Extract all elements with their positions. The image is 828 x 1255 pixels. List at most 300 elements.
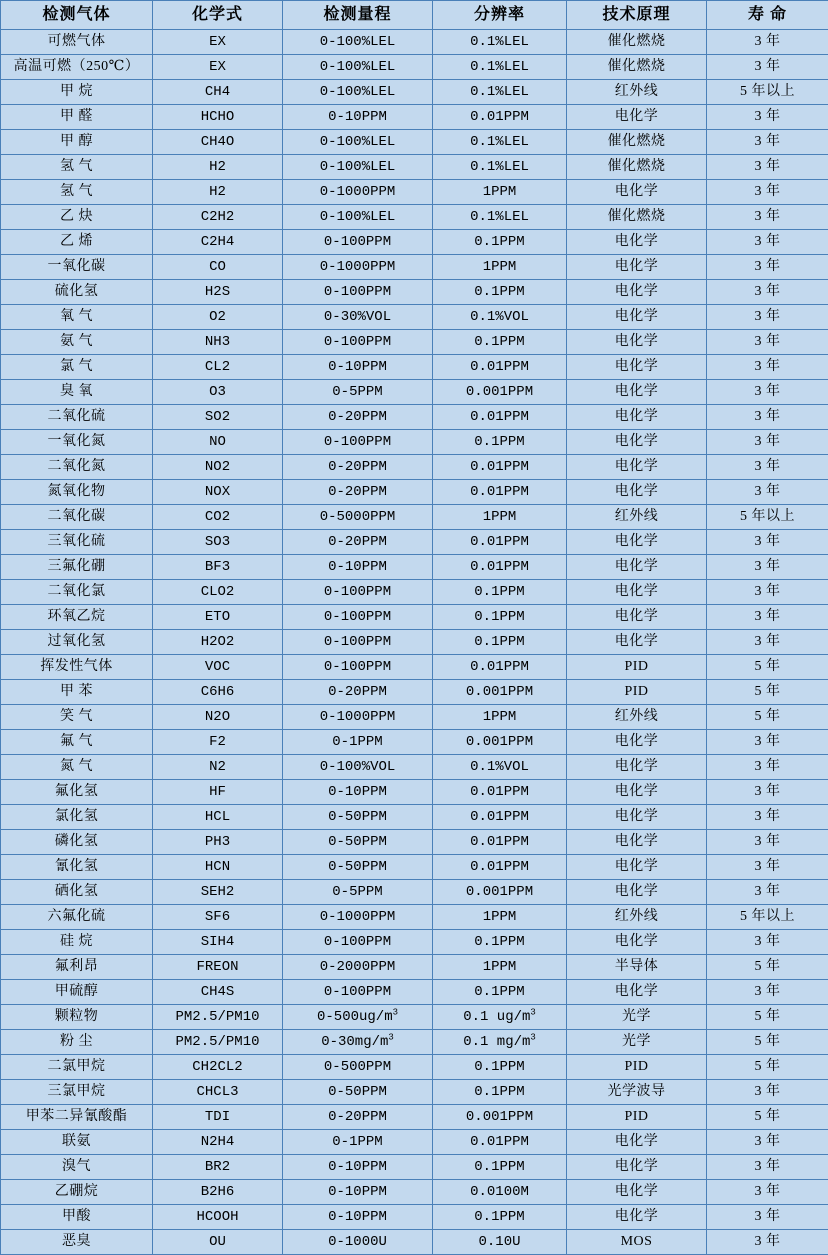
cell-detection-range: 0-10PPM — [283, 780, 433, 805]
cell-detection-range: $0-30mg/m^3$ — [283, 1030, 433, 1055]
cell-chemical-formula: SF6 — [153, 905, 283, 930]
cell-chemical-formula: HF — [153, 780, 283, 805]
cell-gas-name: 甲酸 — [1, 1205, 153, 1230]
cell-resolution: 0.01PPM — [433, 530, 567, 555]
cell-chemical-formula: C6H6 — [153, 680, 283, 705]
cell-resolution: 0.1PPM — [433, 1155, 567, 1180]
table-row — [1, 955, 828, 980]
cell-gas-name: 三氯甲烷 — [1, 1080, 153, 1105]
cell-detection-range: 0-10PPM — [283, 1205, 433, 1230]
table-row — [1, 1005, 828, 1030]
table-row — [1, 805, 828, 830]
cell-gas-name: 甲 醇 — [1, 130, 153, 155]
cell-gas-name: 氯 气 — [1, 355, 153, 380]
cell-technology: PID — [567, 680, 707, 705]
table-row — [1, 480, 828, 505]
cell-technology: 电化学 — [567, 280, 707, 305]
cell-technology: 电化学 — [567, 380, 707, 405]
cell-chemical-formula: NO — [153, 430, 283, 455]
cell-gas-name: 环氧乙烷 — [1, 605, 153, 630]
cell-resolution: 1PPM — [433, 955, 567, 980]
cell-lifespan: 3 年 — [707, 1205, 828, 1230]
cell-gas-name: 甲 醛 — [1, 105, 153, 130]
cell-detection-range: 0-10PPM — [283, 555, 433, 580]
cell-chemical-formula: HCN — [153, 855, 283, 880]
table-row — [1, 430, 828, 455]
cell-technology: 电化学 — [567, 555, 707, 580]
table-row — [1, 280, 828, 305]
cell-gas-name: 二氧化氮 — [1, 455, 153, 480]
cell-resolution: 0.1%LEL — [433, 205, 567, 230]
cell-chemical-formula: EX — [153, 30, 283, 55]
cell-resolution: 1PPM — [433, 505, 567, 530]
cell-technology: 电化学 — [567, 1205, 707, 1230]
cell-chemical-formula: HCHO — [153, 105, 283, 130]
cell-resolution: 0.1PPM — [433, 630, 567, 655]
cell-lifespan: 3 年 — [707, 630, 828, 655]
cell-resolution: 0.1 $mg/m^3$ — [433, 1030, 567, 1055]
cell-gas-name: 三氧化硫 — [1, 530, 153, 555]
cell-detection-range: 0-100%LEL — [283, 155, 433, 180]
cell-detection-range: 0-100PPM — [283, 980, 433, 1005]
cell-resolution: 0.1PPM — [433, 1205, 567, 1230]
cell-gas-name: 粉 尘 — [1, 1030, 153, 1055]
cell-gas-name: 二氯甲烷 — [1, 1055, 153, 1080]
cell-gas-name: 氰化氢 — [1, 855, 153, 880]
cell-lifespan: 3 年 — [707, 880, 828, 905]
cell-resolution: 0.1 $ug/m^3$ — [433, 1005, 567, 1030]
cell-detection-range: 0-100PPM — [283, 630, 433, 655]
cell-chemical-formula: CH4 — [153, 80, 283, 105]
cell-resolution: 0.001PPM — [433, 1105, 567, 1130]
table-row — [1, 230, 828, 255]
cell-detection-range: 0-50PPM — [283, 1080, 433, 1105]
table-row — [1, 455, 828, 480]
table-row — [1, 705, 828, 730]
table-row — [1, 30, 828, 55]
cell-chemical-formula: CHCL3 — [153, 1080, 283, 1105]
cell-chemical-formula: SO3 — [153, 530, 283, 555]
cell-lifespan: 3 年 — [707, 980, 828, 1005]
table-row — [1, 1055, 828, 1080]
cell-gas-name: 硅 烷 — [1, 930, 153, 955]
cell-resolution: 0.001PPM — [433, 380, 567, 405]
cell-detection-range: 0-5PPM — [283, 380, 433, 405]
table-header-row — [1, 1, 828, 30]
cell-technology: PID — [567, 1055, 707, 1080]
cell-technology: 电化学 — [567, 105, 707, 130]
cell-resolution: 0.01PPM — [433, 655, 567, 680]
cell-lifespan: 3 年 — [707, 755, 828, 780]
cell-lifespan: 3 年 — [707, 30, 828, 55]
cell-gas-name: 氯化氢 — [1, 805, 153, 830]
cell-detection-range: 0-100%LEL — [283, 130, 433, 155]
cell-gas-name: 氧 气 — [1, 305, 153, 330]
cell-detection-range: 0-30%VOL — [283, 305, 433, 330]
cell-lifespan: 3 年 — [707, 1130, 828, 1155]
table-row — [1, 55, 828, 80]
cell-resolution: 1PPM — [433, 905, 567, 930]
cell-resolution: 0.1PPM — [433, 280, 567, 305]
table-row — [1, 1155, 828, 1180]
cell-detection-range: 0-1PPM — [283, 1130, 433, 1155]
cell-gas-name: 乙 烯 — [1, 230, 153, 255]
cell-detection-range: 0-50PPM — [283, 805, 433, 830]
cell-gas-name: 氢 气 — [1, 155, 153, 180]
cell-technology: 光学波导 — [567, 1080, 707, 1105]
table-row — [1, 630, 828, 655]
cell-lifespan: 3 年 — [707, 405, 828, 430]
cell-lifespan: 3 年 — [707, 155, 828, 180]
cell-technology: 催化燃烧 — [567, 30, 707, 55]
cell-resolution: 0.1PPM — [433, 605, 567, 630]
cell-lifespan: 3 年 — [707, 855, 828, 880]
cell-technology: 电化学 — [567, 805, 707, 830]
cell-gas-name: 甲硫醇 — [1, 980, 153, 1005]
cell-technology: 红外线 — [567, 80, 707, 105]
cell-gas-name: 二氧化碳 — [1, 505, 153, 530]
cell-technology: 电化学 — [567, 480, 707, 505]
cell-gas-name: 氟 气 — [1, 730, 153, 755]
cell-chemical-formula: H2O2 — [153, 630, 283, 655]
cell-lifespan: 3 年 — [707, 455, 828, 480]
column-header-detection-range: 检测量程 — [283, 1, 433, 30]
cell-gas-name: 一氧化氮 — [1, 430, 153, 455]
table-row — [1, 405, 828, 430]
cell-technology: 电化学 — [567, 830, 707, 855]
cell-detection-range: 0-5000PPM — [283, 505, 433, 530]
cell-lifespan: 5 年 — [707, 655, 828, 680]
cell-gas-name: 氮 气 — [1, 755, 153, 780]
table-row — [1, 1230, 828, 1255]
cell-lifespan: 3 年 — [707, 205, 828, 230]
cell-gas-name: 挥发性气体 — [1, 655, 153, 680]
cell-chemical-formula: N2O — [153, 705, 283, 730]
table-header — [1, 1, 828, 30]
table-row — [1, 930, 828, 955]
cell-resolution: 1PPM — [433, 705, 567, 730]
cell-technology: 催化燃烧 — [567, 205, 707, 230]
cell-lifespan: 3 年 — [707, 380, 828, 405]
cell-lifespan: 3 年 — [707, 555, 828, 580]
cell-detection-range: 0-10PPM — [283, 1155, 433, 1180]
cell-resolution: 0.1%VOL — [433, 305, 567, 330]
column-header-resolution: 分辨率 — [433, 1, 567, 30]
cell-technology: 光学 — [567, 1005, 707, 1030]
cell-detection-range: 0-2000PPM — [283, 955, 433, 980]
cell-detection-range: 0-50PPM — [283, 830, 433, 855]
cell-lifespan: 5 年 — [707, 1005, 828, 1030]
cell-chemical-formula: HCL — [153, 805, 283, 830]
cell-technology: 电化学 — [567, 255, 707, 280]
cell-lifespan: 3 年 — [707, 355, 828, 380]
cell-lifespan: 5 年 — [707, 1105, 828, 1130]
cell-resolution: 0.1PPM — [433, 930, 567, 955]
cell-technology: 电化学 — [567, 630, 707, 655]
cell-lifespan: 3 年 — [707, 130, 828, 155]
cell-chemical-formula: O2 — [153, 305, 283, 330]
cell-gas-name: 高温可燃（250℃） — [1, 55, 153, 80]
cell-chemical-formula: BR2 — [153, 1155, 283, 1180]
cell-chemical-formula: TDI — [153, 1105, 283, 1130]
cell-detection-range: 0-100PPM — [283, 655, 433, 680]
cell-gas-name: 颗粒物 — [1, 1005, 153, 1030]
cell-technology: 电化学 — [567, 755, 707, 780]
cell-lifespan: 3 年 — [707, 605, 828, 630]
cell-detection-range: 0-500PPM — [283, 1055, 433, 1080]
cell-technology: 电化学 — [567, 180, 707, 205]
cell-resolution: 0.1PPM — [433, 1080, 567, 1105]
cell-resolution: 0.0100M — [433, 1180, 567, 1205]
cell-chemical-formula: CLO2 — [153, 580, 283, 605]
cell-technology: 电化学 — [567, 730, 707, 755]
table-row — [1, 830, 828, 855]
cell-lifespan: 5 年 — [707, 705, 828, 730]
table-row — [1, 105, 828, 130]
cell-lifespan: 3 年 — [707, 180, 828, 205]
cell-technology: 电化学 — [567, 1180, 707, 1205]
cell-detection-range: 0-5PPM — [283, 880, 433, 905]
cell-gas-name: 溴气 — [1, 1155, 153, 1180]
cell-chemical-formula: N2 — [153, 755, 283, 780]
cell-lifespan: 3 年 — [707, 55, 828, 80]
cell-gas-name: 联氨 — [1, 1130, 153, 1155]
cell-resolution: 0.1PPM — [433, 1055, 567, 1080]
cell-lifespan: 3 年 — [707, 430, 828, 455]
cell-gas-name: 氨 气 — [1, 330, 153, 355]
column-header-gas-name: 检测气体 — [1, 1, 153, 30]
table-row — [1, 1130, 828, 1155]
table-row — [1, 530, 828, 555]
cell-chemical-formula: FREON — [153, 955, 283, 980]
cell-technology: 电化学 — [567, 430, 707, 455]
cell-chemical-formula: C2H4 — [153, 230, 283, 255]
cell-resolution: 0.1PPM — [433, 980, 567, 1005]
table-row — [1, 730, 828, 755]
cell-technology: 电化学 — [567, 1155, 707, 1180]
cell-gas-name: 氟化氢 — [1, 780, 153, 805]
cell-resolution: 0.1PPM — [433, 330, 567, 355]
cell-technology: MOS — [567, 1230, 707, 1255]
cell-gas-name: 甲 烷 — [1, 80, 153, 105]
cell-detection-range: 0-10PPM — [283, 355, 433, 380]
table-row — [1, 905, 828, 930]
column-header-technology: 技术原理 — [567, 1, 707, 30]
cell-chemical-formula: SEH2 — [153, 880, 283, 905]
cell-technology: 半导体 — [567, 955, 707, 980]
cell-gas-name: 乙 炔 — [1, 205, 153, 230]
table-row — [1, 255, 828, 280]
table-row — [1, 205, 828, 230]
cell-resolution: 0.01PPM — [433, 830, 567, 855]
cell-lifespan: 3 年 — [707, 1080, 828, 1105]
cell-resolution: 0.01PPM — [433, 480, 567, 505]
cell-resolution: 0.1%LEL — [433, 55, 567, 80]
cell-detection-range: 0-20PPM — [283, 1105, 433, 1130]
cell-detection-range: 0-20PPM — [283, 405, 433, 430]
cell-lifespan: 5 年以上 — [707, 505, 828, 530]
cell-chemical-formula: PM2.5/PM10 — [153, 1030, 283, 1055]
cell-detection-range: 0-100PPM — [283, 280, 433, 305]
cell-resolution: 0.01PPM — [433, 405, 567, 430]
cell-resolution: 0.1PPM — [433, 230, 567, 255]
cell-technology: 电化学 — [567, 1130, 707, 1155]
cell-detection-range: 0-100%VOL — [283, 755, 433, 780]
column-header-lifespan: 寿 命 — [707, 1, 828, 30]
cell-gas-name: 磷化氢 — [1, 830, 153, 855]
cell-lifespan: 3 年 — [707, 730, 828, 755]
cell-lifespan: 3 年 — [707, 480, 828, 505]
cell-chemical-formula: O3 — [153, 380, 283, 405]
cell-gas-name: 三氟化硼 — [1, 555, 153, 580]
cell-chemical-formula: N2H4 — [153, 1130, 283, 1155]
cell-technology: PID — [567, 1105, 707, 1130]
cell-gas-name: 一氧化碳 — [1, 255, 153, 280]
cell-resolution: 0.1%LEL — [433, 130, 567, 155]
cell-gas-name: 恶臭 — [1, 1230, 153, 1255]
cell-detection-range: 0-100PPM — [283, 330, 433, 355]
cell-technology: 光学 — [567, 1030, 707, 1055]
table-row — [1, 180, 828, 205]
cell-detection-range: 0-1000U — [283, 1230, 433, 1255]
cell-lifespan: 5 年 — [707, 680, 828, 705]
cell-technology: 电化学 — [567, 880, 707, 905]
cell-lifespan: 3 年 — [707, 805, 828, 830]
cell-resolution: 0.01PPM — [433, 105, 567, 130]
cell-lifespan: 5 年以上 — [707, 905, 828, 930]
cell-technology: 电化学 — [567, 980, 707, 1005]
cell-chemical-formula: SIH4 — [153, 930, 283, 955]
cell-chemical-formula: NH3 — [153, 330, 283, 355]
cell-gas-name: 乙硼烷 — [1, 1180, 153, 1205]
cell-gas-name: 甲 苯 — [1, 680, 153, 705]
table-row — [1, 305, 828, 330]
cell-detection-range: 0-1000PPM — [283, 180, 433, 205]
cell-technology: 电化学 — [567, 780, 707, 805]
table-body — [1, 30, 828, 1255]
cell-chemical-formula: H2S — [153, 280, 283, 305]
cell-chemical-formula: PH3 — [153, 830, 283, 855]
column-header-chemical-formula: 化学式 — [153, 1, 283, 30]
cell-resolution: 0.001PPM — [433, 730, 567, 755]
cell-technology: 电化学 — [567, 930, 707, 955]
table-row — [1, 355, 828, 380]
cell-lifespan: 3 年 — [707, 1155, 828, 1180]
cell-lifespan: 3 年 — [707, 1180, 828, 1205]
cell-resolution: 0.1PPM — [433, 580, 567, 605]
cell-detection-range: 0-10PPM — [283, 1180, 433, 1205]
cell-gas-name: 硒化氢 — [1, 880, 153, 905]
cell-technology: 电化学 — [567, 605, 707, 630]
cell-resolution: 1PPM — [433, 255, 567, 280]
cell-detection-range: 0-100%LEL — [283, 55, 433, 80]
cell-gas-name: 氢 气 — [1, 180, 153, 205]
cell-lifespan: 3 年 — [707, 580, 828, 605]
cell-technology: 电化学 — [567, 455, 707, 480]
cell-technology: 电化学 — [567, 230, 707, 255]
cell-lifespan: 3 年 — [707, 255, 828, 280]
cell-lifespan: 5 年 — [707, 1055, 828, 1080]
cell-technology: 催化燃烧 — [567, 55, 707, 80]
cell-detection-range: 0-100PPM — [283, 230, 433, 255]
cell-gas-name: 过氧化氢 — [1, 630, 153, 655]
cell-chemical-formula: C2H2 — [153, 205, 283, 230]
cell-resolution: 0.1PPM — [433, 430, 567, 455]
table-row — [1, 1205, 828, 1230]
cell-lifespan: 3 年 — [707, 280, 828, 305]
cell-lifespan: 3 年 — [707, 930, 828, 955]
table-row — [1, 655, 828, 680]
cell-detection-range: 0-100%LEL — [283, 30, 433, 55]
table-row — [1, 80, 828, 105]
table-row — [1, 580, 828, 605]
cell-technology: 电化学 — [567, 330, 707, 355]
table-row — [1, 1030, 828, 1055]
cell-chemical-formula: NO2 — [153, 455, 283, 480]
cell-technology: 催化燃烧 — [567, 130, 707, 155]
cell-lifespan: 3 年 — [707, 1230, 828, 1255]
cell-resolution: 0.01PPM — [433, 855, 567, 880]
cell-chemical-formula: CO2 — [153, 505, 283, 530]
cell-resolution: 0.01PPM — [433, 780, 567, 805]
cell-technology: 电化学 — [567, 405, 707, 430]
cell-detection-range: 0-50PPM — [283, 855, 433, 880]
table-row — [1, 505, 828, 530]
cell-technology: 电化学 — [567, 580, 707, 605]
cell-resolution: 0.001PPM — [433, 680, 567, 705]
cell-resolution: 0.1%LEL — [433, 80, 567, 105]
cell-chemical-formula: VOC — [153, 655, 283, 680]
cell-technology: 红外线 — [567, 505, 707, 530]
table-row — [1, 880, 828, 905]
cell-detection-range: 0-1PPM — [283, 730, 433, 755]
table-row — [1, 330, 828, 355]
table-row — [1, 1180, 828, 1205]
cell-lifespan: 3 年 — [707, 780, 828, 805]
cell-chemical-formula: EX — [153, 55, 283, 80]
cell-chemical-formula: CH2CL2 — [153, 1055, 283, 1080]
cell-detection-range: 0-1000PPM — [283, 905, 433, 930]
cell-detection-range: 0-100PPM — [283, 605, 433, 630]
cell-resolution: 0.01PPM — [433, 555, 567, 580]
cell-lifespan: 5 年 — [707, 1030, 828, 1055]
cell-chemical-formula: F2 — [153, 730, 283, 755]
table-row — [1, 980, 828, 1005]
cell-chemical-formula: CL2 — [153, 355, 283, 380]
cell-technology: 红外线 — [567, 705, 707, 730]
cell-chemical-formula: BF3 — [153, 555, 283, 580]
cell-lifespan: 5 年以上 — [707, 80, 828, 105]
cell-gas-name: 二氧化硫 — [1, 405, 153, 430]
cell-gas-name: 硫化氢 — [1, 280, 153, 305]
cell-lifespan: 3 年 — [707, 530, 828, 555]
cell-technology: 电化学 — [567, 855, 707, 880]
cell-technology: PID — [567, 655, 707, 680]
cell-detection-range: 0-100%LEL — [283, 205, 433, 230]
cell-detection-range: 0-20PPM — [283, 680, 433, 705]
table-row — [1, 1080, 828, 1105]
cell-detection-range: 0-20PPM — [283, 455, 433, 480]
cell-resolution: 1PPM — [433, 180, 567, 205]
cell-detection-range: 0-10PPM — [283, 105, 433, 130]
cell-chemical-formula: SO2 — [153, 405, 283, 430]
cell-detection-range: $0-500ug/m^3$ — [283, 1005, 433, 1030]
cell-detection-range: 0-20PPM — [283, 530, 433, 555]
cell-gas-name: 可燃气体 — [1, 30, 153, 55]
cell-gas-name: 氟利昂 — [1, 955, 153, 980]
cell-detection-range: 0-100PPM — [283, 580, 433, 605]
cell-gas-name: 二氧化氯 — [1, 580, 153, 605]
